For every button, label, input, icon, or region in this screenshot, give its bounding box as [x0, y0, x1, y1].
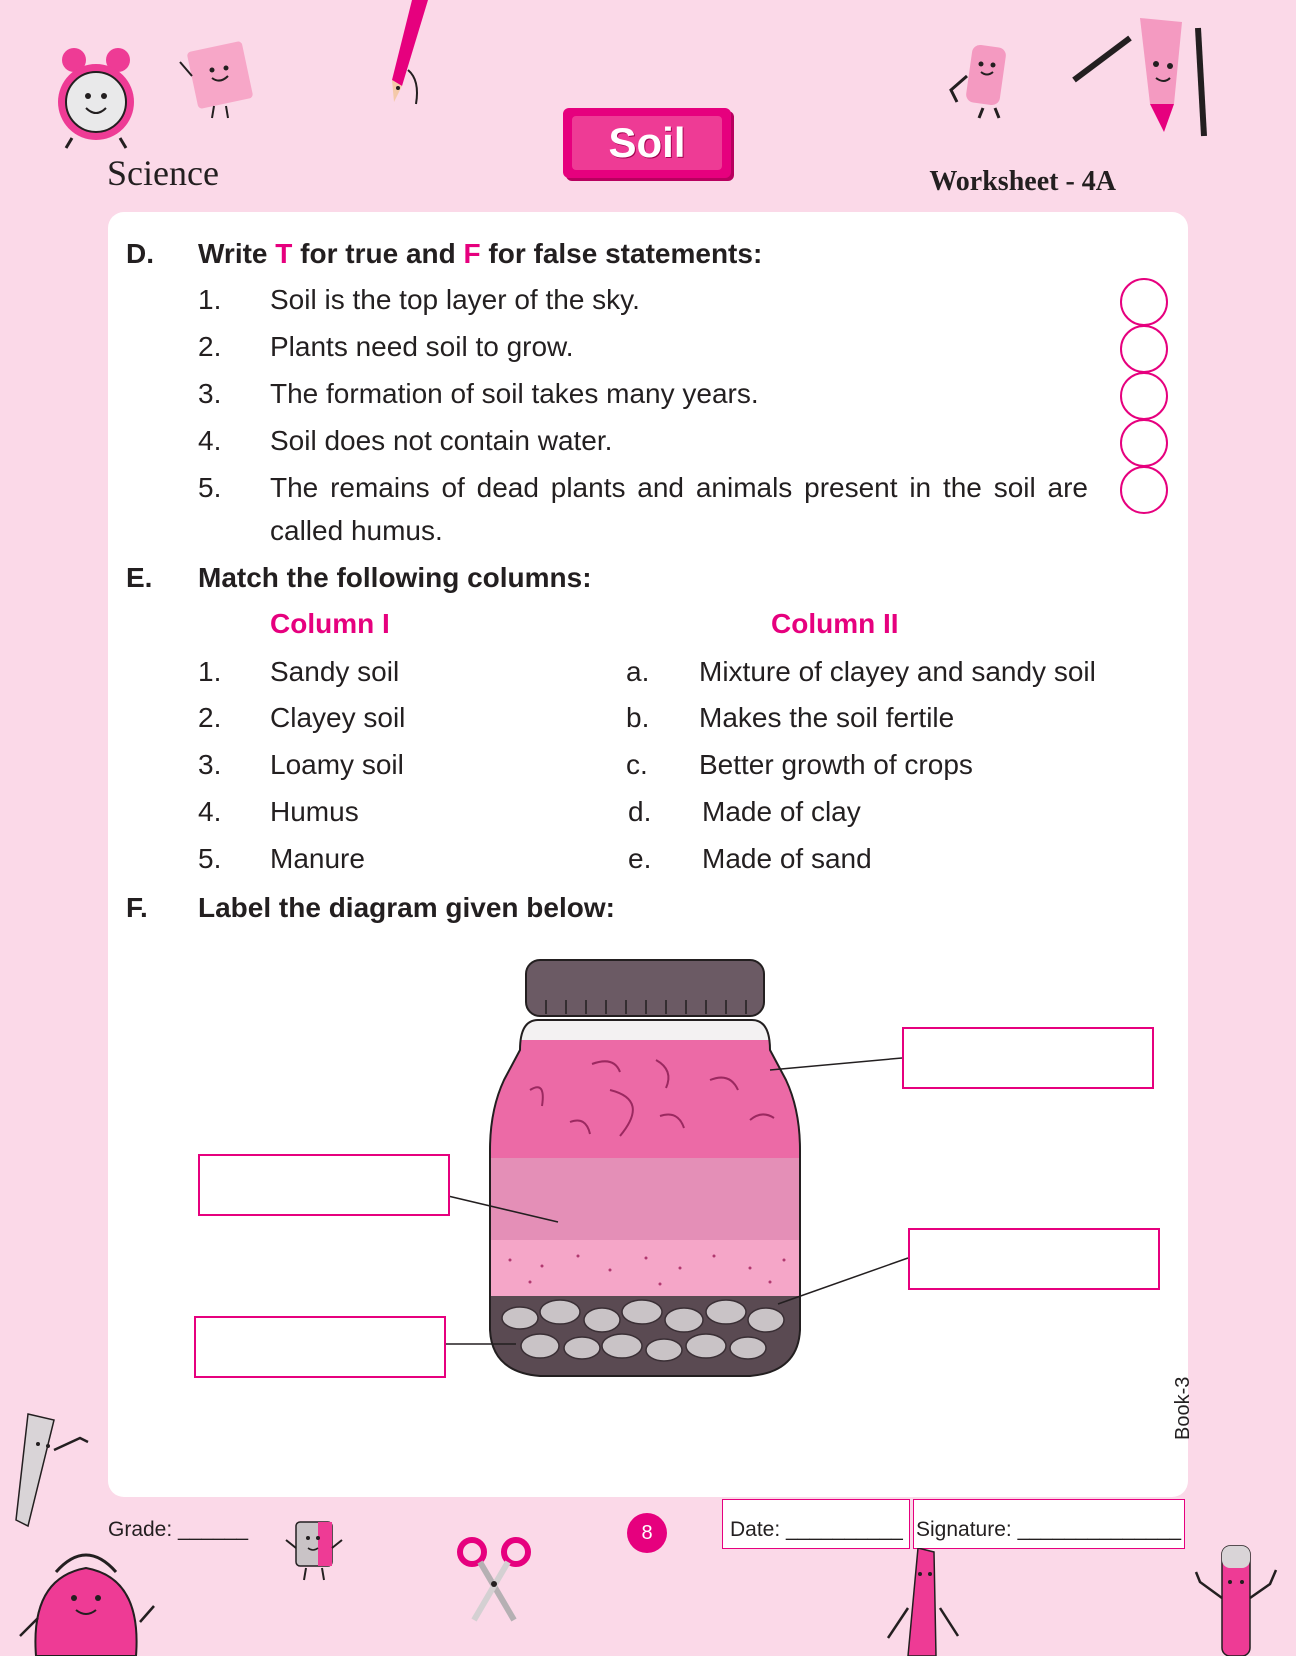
match-number: 2.: [198, 702, 222, 733]
statement-number: 3.: [198, 378, 222, 409]
notepad-icon: [178, 40, 263, 120]
match-item: Clayey soil: [270, 702, 406, 733]
section-d-instruction: [198, 238, 762, 270]
false-letter: F: [463, 238, 481, 269]
section-e-letter: E.: [126, 562, 153, 593]
scissors-icon: [454, 1534, 534, 1624]
title-banner: [563, 108, 731, 178]
page-number-badge: 8: [627, 1513, 667, 1553]
match-item: Loamy soil: [270, 749, 404, 780]
instruction-text: for false statements:: [480, 238, 763, 269]
answer-circle-5[interactable]: [1120, 466, 1168, 514]
match-item: Sandy soil: [270, 656, 400, 687]
pencil-icon: [380, 0, 440, 110]
diagram-label-box-middle-left[interactable]: [198, 1154, 450, 1216]
statement-number: 2.: [198, 331, 222, 362]
subject-label: Science: [107, 153, 219, 193]
match-number: 1.: [198, 656, 222, 687]
match-item: Humus: [270, 796, 359, 827]
match-letter: e.: [628, 843, 652, 874]
diagram-label-box-middle-right[interactable]: [908, 1228, 1160, 1290]
worksheet-number: Worksheet - 4A: [929, 166, 1116, 197]
signature-field[interactable]: Signature: ______________: [916, 1518, 1182, 1541]
match-number: 5.: [198, 843, 222, 874]
eraser-icon: [945, 40, 1030, 125]
statement-text: Soil is the top layer of the sky.: [270, 284, 640, 315]
match-description: Made of sand: [702, 843, 872, 874]
match-item: Manure: [270, 843, 365, 874]
section-f-letter: F.: [126, 892, 148, 923]
pen-character-icon: [1192, 1542, 1280, 1656]
statement-text-continued: called humus.: [270, 515, 443, 546]
column-1-header: Column I: [270, 608, 390, 639]
match-description: Mixture of clayey and sandy soil: [699, 656, 1096, 687]
answer-circle-2[interactable]: [1120, 325, 1168, 373]
date-field[interactable]: Date: __________: [730, 1518, 903, 1541]
pencil-character-icon: [1070, 8, 1210, 138]
section-f-instruction: Label the diagram given below:: [198, 892, 615, 923]
statement-text: Soil does not contain water.: [270, 425, 613, 456]
match-letter: a.: [626, 656, 650, 687]
backpack-icon: [16, 1518, 156, 1656]
crayon-character-icon: [884, 1548, 964, 1656]
statement-number: 5.: [198, 472, 222, 503]
answer-circle-4[interactable]: [1120, 419, 1168, 467]
statement-text: The remains of dead plants and animals present in the soil are: [270, 472, 1088, 503]
page-title: Soil: [572, 116, 722, 170]
sharpener-icon: [282, 1518, 346, 1588]
match-description: Makes the soil fertile: [699, 702, 955, 733]
match-letter: b.: [626, 702, 650, 733]
section-e-instruction: Match the following columns:: [198, 562, 592, 593]
true-letter: T: [275, 238, 293, 269]
statement-number: 1.: [198, 284, 222, 315]
book-label: Book-3: [1172, 1376, 1194, 1440]
match-letter: c.: [626, 749, 648, 780]
column-2-header: Column II: [771, 608, 899, 639]
match-number: 3.: [198, 749, 222, 780]
diagram-label-box-top-right[interactable]: [902, 1027, 1154, 1089]
grade-field[interactable]: Grade: ______: [108, 1518, 249, 1541]
match-letter: d.: [628, 796, 652, 827]
statement-number: 4.: [198, 425, 222, 456]
statement-text: Plants need soil to grow.: [270, 331, 574, 362]
instruction-text: for true and: [292, 238, 464, 269]
match-description: Made of clay: [702, 796, 861, 827]
statement-text: The formation of soil takes many years.: [270, 378, 759, 409]
match-description: Better growth of crops: [699, 749, 973, 780]
diagram-label-box-bottom-left[interactable]: [194, 1316, 446, 1378]
instruction-text: Write: [198, 238, 276, 269]
alarm-clock-icon: [52, 42, 142, 152]
answer-circle-1[interactable]: [1120, 278, 1168, 326]
answer-circle-3[interactable]: [1120, 372, 1168, 420]
match-number: 4.: [198, 796, 222, 827]
section-d-letter: D.: [126, 238, 154, 269]
ruler-character-icon: [8, 1410, 98, 1530]
